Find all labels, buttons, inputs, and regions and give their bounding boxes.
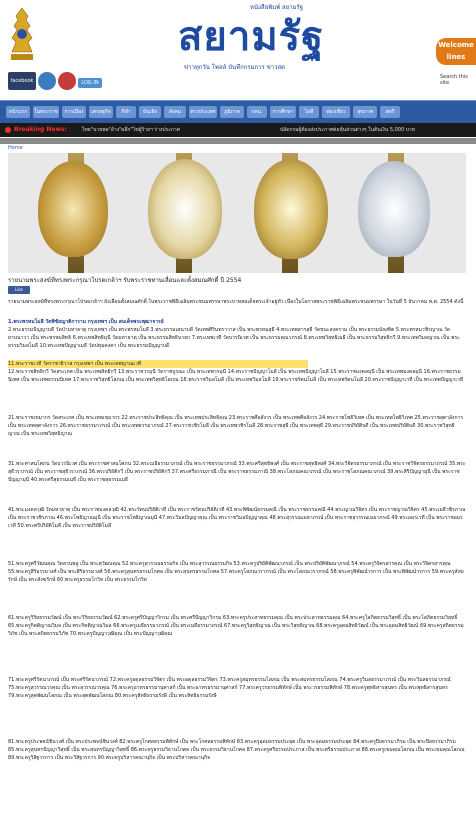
article-paragraph: 41.พระมงคลวุฒิ วัดมหาธาตุ เป็น พระราชมงคลวุฒิ 42.พระรัตนปริยัติเวที เป็น พระราชรัตนปริยัติเวที 43.พระพิพัฒน์ธรรมคณี เป็น พระราชธรรมคณี 44.พระญาณวิจิตร เป็น พระราชญาณวิจิตร 45.พระเมธีวชิรภาณ เป็น พระราชวชิรภาณ 46.พระโพธิญาณมุนี เป็น พระราชโพธิญาณมุนี 47.พระวิมลปัญญาคุณ เป็น พระราชวิมลปัญญาคุณ 48.พระสุวรรณเมธาภรณ์ เป็น พระราชสุวรรณเมธาภรณ์ 49.พระอมรเวที เป็น พระราชอมรเวที 50.พระศรีปริยัติโมลี เป็น พระราชปริยัติโมลี <box>8 507 466 529</box>
article-intro: รายนามพระสงฆ์ที่ทรงพระกรุณาโปรดเกล้าฯ ยังเลื่อนตั้งสมณศักดิ์ ในพระราชพิธีเฉลิมพระชนมพรรษาพระบาทสมเด็จพระเจ้าอยู่หัว เนื่องในโอกาสพระราชพิธีเฉลิมพระชนมพรรษา ในวันที่ 5 ธันวาคม พ.ศ. 2554 ดังนี้ <box>8 299 464 305</box>
logo-slogan: หนังสือพิมพ์ สยามรัฐ <box>250 4 304 11</box>
article-highlight-text: 11.พระราชเวที วัดราชาธิวาส กรุงเทพฯ เป็น พระเทพญาณเวที <box>8 361 142 367</box>
royal-emblem-icon <box>8 6 36 64</box>
nav-item[interactable]: การศึกษา <box>270 106 296 118</box>
nav-item[interactable]: ในพระราช <box>33 106 59 118</box>
breadcrumb[interactable]: Home <box>8 145 23 151</box>
nav-item[interactable]: กีฬา <box>116 106 136 118</box>
nav-item[interactable]: การเมือง <box>62 106 86 118</box>
breaking-news-bar <box>0 123 476 137</box>
breaking-news-label: Breaking News: <box>14 126 67 133</box>
nav-item[interactable]: ภูมิภาค <box>220 106 244 118</box>
ceremonial-fan-image <box>254 159 328 259</box>
nav-item[interactable]: สังคม <box>164 106 186 118</box>
breaking-news-link[interactable]: ปลัดกรมผู้ต้องส่งประกาศต่อหุ้นส่วนต่างๆ ในต้นเงิน 5,000 บาท <box>280 127 416 133</box>
facebook-like-button[interactable]: Like <box>8 286 30 294</box>
social-icon[interactable] <box>58 72 76 90</box>
header-ad-banner[interactable]: Welcome lines <box>436 38 476 65</box>
article-paragraph: 12.พระราชสิทธิกวี วัดสระเกศ เป็น พระเทพสิทธิกวี 13.พระราชวรมุนี วัดราชบูรณะ เป็น พระเทพวรมุนี 14.พระราชปัญญาโมลี เป็น พระเทพปัญญาโมลี 15.พระราชมงคลมุนี เป็น พระเทพมงคลมุนี 16.พระราชธรรมนิเทศ เป็น พระเทพธรรมนิเทศ 17.พระราชวิสุทธิโสภณ เป็น พระเทพวิสุทธิโสภณ 18.พระราชวิมลโมลี เป็น พระเทพวิมลโมลี 19.พระราชรัตนโมลี เป็น พระเทพรัตนโมลี 20.พระราชปัญญาเวที เป็น พระเทพปัญญาเวที <box>8 369 464 383</box>
nav-item[interactable]: ไอที <box>299 106 319 118</box>
site-logo[interactable]: สยามรัฐ <box>178 13 325 60</box>
article-paragraph: 21.พระราชเขมากร วัดสระเกศ เป็น พระเทพเขมากร 22.พระราชประสิทธิคุณ เป็น พระเทพประสิทธิคุณ 23.พระราชศีลสังวร เป็น พระเทพศีลสังวร 24.พระราชโพธิวิเทศ เป็น พระเทพโพธิวิเทศ 25.พระราชสุตาลังการ เป็น พระเทพสุตาลังการ 26.พระราชธรรมาภรณ์ เป็น พระเทพธรรมาภรณ์ 27.พระราชวชิรโมลี เป็น พระเทพวชิรโมลี 28.พระราชสุธี เป็น พระเทพสุธี 29.พระราชปริยัติบดี เป็น พระเทพปริยัติบดี 30.พระราชวิสุทธิญาณ เป็น พระเทพวิสุทธิญาณ <box>8 415 464 437</box>
nav-item[interactable]: สตรี <box>380 106 400 118</box>
logo-subtitle: ข่าวทุกวัน โพลล์ บันทึกกรมการ ข่าวสด <box>184 64 286 71</box>
article-section-title: 1.พระพรหมโมลี วัดพิชัยญาติการาม กรุงเทพฯ เป็น สมเด็จพระพุฒาจารย์ <box>8 319 164 325</box>
divider <box>0 138 476 144</box>
ceremonial-fan-image <box>358 161 430 257</box>
search-hint[interactable]: Search this site <box>440 74 468 86</box>
site-header <box>0 0 476 96</box>
article-paragraph: 2.พระธรรมปัญญาบดี วัดป่ามหาธาตุ กรุงเทพฯ เป็น พระพรหมโมลี 3.พระธรรมเสนาบดี วัดเทพศิรินทราวาส เป็น พระพรหมสุธี 4.พระเทพสารสุธี วัดชนะสงคราม เป็น พระธรรมบัณฑิต 5.พระพรหมวชิรญาณ วัดยานนาวา เป็น พระพรหมสิทธิ 6.พระเทพสิทธิมุนี วัดมหาธาตุ เป็น พระธรรมสิทธินายก 7.พระเทพเวที วัดบวรนิเวศ เป็น พระธรรมคุณาภรณ์ 8.พระเทพวิสุทธิเมธี เป็น พระธรรมวิสุทธิกวี 9.พระเทพวิมลญาณ เป็น พระธรรมวิมลโมลี 10.พระเทพปัญญาเมธี วัดปทุมคงคา เป็น พระธรรมปัญญาบดี <box>8 327 460 349</box>
nav-item[interactable]: ต่างประเทศ <box>189 106 217 118</box>
nav-item[interactable]: เศรษฐกิจ <box>89 106 113 118</box>
article-paragraph: 51.พระครูศรีวัฒนคุณ วัดสวนพลู เป็น พระสุวัฒนคุณ 52.พระครูสุวรรณธรรมกิจ เป็น พระสุวรรณธรรมกิจ 53.พระครูปริยัติพัฒนาภรณ์ เป็น พระปริยัติพัฒนาภรณ์ 54.พระครูวิจิตรสารคุณ เป็น พระวิจิตรสารคุณ 55.พระครูสิริธรรมวงศ์ เป็น พระสิริธรรมวงศ์ 56.พระครูสุนทรธรรมโกศล เป็น พระสุนทรธรรมโกศล 57.พระครูโสภณวราภรณ์ เป็น พระโสภณวราภรณ์ 58.พระครูพิพัฒน์วรการ เป็น พระพิพัฒน์วรการ 59.พระครูสังฆรักษ์ เป็น พระสังฆรักษ์ 60.พระครูธรรมโกวิท เป็น พระธรรมโกวิท <box>8 561 464 583</box>
nav-item[interactable]: บันเทิง <box>139 106 161 118</box>
article-hero-image <box>8 153 466 273</box>
image-caption: รายนามพระสงฆ์ที่ทรงพระกรุณาโปรดเกล้าฯ รับพระราชทานเลื่อนและตั้งสมณศักดิ์ ปี 2554 <box>8 277 242 284</box>
nav-item[interactable]: กทม. <box>247 106 267 118</box>
facebook-button[interactable]: facebook <box>8 72 36 90</box>
article-paragraph: 61.พระครูวิริยธรรมวัฒน์ เป็น พระวิริยธรรมวัฒน์ 62.พระครูศรีปัญญาวิกรม เป็น พระศรีปัญญาวิกรม 63.พระครูประสาทธรรมคุณ เป็น พระประสาทธรรมคุณ 64.พระครูโสภิตธรรมวิสุทธิ์ เป็น พระโสภิตธรรมวิสุทธิ์ 65.พระครูกิตติญาณวิมล เป็น พระกิตติญาณวิมล 66.พระครูเมธีธรรมาภรณ์ เป็น พระเมธีธรรมาภรณ์ 67.พระครูวิสุทธิญาณ เป็น พระวิสุทธิญาณ 68.พระครูอุดมสิทธิวัฒน์ เป็น พระอุดมสิทธิวัฒน์ 69.พระครูสถิตธรรมวิภัช เป็น พระสถิตธรรมวิภัช 70.พระครูปัญญาวุฒิคุณ เป็น พระปัญญาวุฒิคุณ <box>8 615 464 637</box>
ceremonial-fan-image <box>148 159 222 259</box>
main-nav <box>0 100 476 124</box>
nav-item[interactable]: สุขภาพ <box>353 106 377 118</box>
nav-item[interactable]: หน้าแรก <box>6 106 30 118</box>
ceremonial-fan-image <box>38 161 108 257</box>
login-button[interactable]: LOG IN <box>78 78 102 88</box>
alert-icon <box>5 127 11 133</box>
social-icon[interactable] <box>38 72 56 90</box>
article-paragraph: 71.พระครูศรีรัตนาภรณ์ เป็น พระศรีรัตนาภรณ์ 72.พระครูอดุลธรรมวิจิตร เป็น พระอดุลธรรมวิจิตร 73.พระครูสมุทรธรรมโสภณ เป็น พระสมุทรธรรมโสภณ 74.พระครูวิมลธรรมาภรณ์ เป็น พระวิมลธรรมาภรณ์ 75.พระครูสุวรรณวรคุณ เป็น พระสุวรรณวรคุณ 76.พระครูอาทรธรรมานุศาสก์ เป็น พระอาทรธรรมานุศาสก์ 77.พระครูวรธรรมพิทักษ์ เป็น พระวรธรรมพิทักษ์ 78.พระครูพุทธิสารสุนทร เป็น พระพุทธิสารสุนทร 79.พระครูสุตพัฒนโสภณ เป็น พระสุตพัฒนโสภณ 80.พระครูสิทธิธรรมรังษี เป็น พระสิทธิธรรมรังษี <box>8 677 451 699</box>
breaking-news-link[interactable]: ไทย"นายพล"อ้าง"ผลึก"ไขผู้ร้ายฯ ร่างประกาศ <box>82 127 180 133</box>
nav-item[interactable]: ท่องเที่ยว <box>322 106 350 118</box>
article-paragraph: 81.พระครูประพจน์ชินวงศ์ เป็น พระประพจน์ชินวงศ์ 82.พระครูโกศลธรรมพิทักษ์ เป็น พระโกศลธรรมพิทักษ์ 83.พระครูอุดมธรรมประยุต เป็น พระอุดมธรรมประยุต 84.พระครูปิยธรรมาภิรม เป็น พระปิยธรรมาภิรม 85.พระครูสุนทรปัญญาวิสุทธิ์ เป็น พระสุนทรปัญญาวิสุทธิ์ 86.พระครูธรรมวิธานโกศล เป็น พระธรรมวิธานโกศล 87.พระครูศรีธรรมประภาส เป็น พระศรีธรรมประภาส 88.พระครูเขมคุณโสภณ เป็น พระเขมคุณโสภณ 89.พระครูวิสิฐวรการ เป็น พระวิสิฐวรการ 90.พระครูบริหารคณานุกิจ เป็น พระบริหารคณานุกิจ <box>8 739 465 761</box>
article-paragraph: 31.พระศาสนโศภน วัดบวรนิเวศ เป็น พระราชศาสนโศภน 32.พระเมธีธรรมาภรณ์ เป็น พระราชธรรมาภรณ์ 33.พระศรีสุทธิพงศ์ เป็น พระราชสุทธิพงศ์ 34.พระวิจิตรธรรมาภรณ์ เป็น พระราชวิจิตรธรรมาภรณ์ 35.พระสุธีวราภรณ์ เป็น พระราชสุธีวราภรณ์ 36.พระปริยัติกวี เป็น พระราชปริยัติกวี 37.พระศรีธรรมภาณี เป็น พระราชธรรมภาณี 38.พระโสภณคณาภรณ์ เป็น พระราชโสภณคณาภรณ์ 39.พระสิริปัญญามุนี เป็น พระราชปัญญามุนี 40.พระศรีสุธรรมเมธี เป็น พระราชสุธรรมเมธี <box>8 461 466 483</box>
